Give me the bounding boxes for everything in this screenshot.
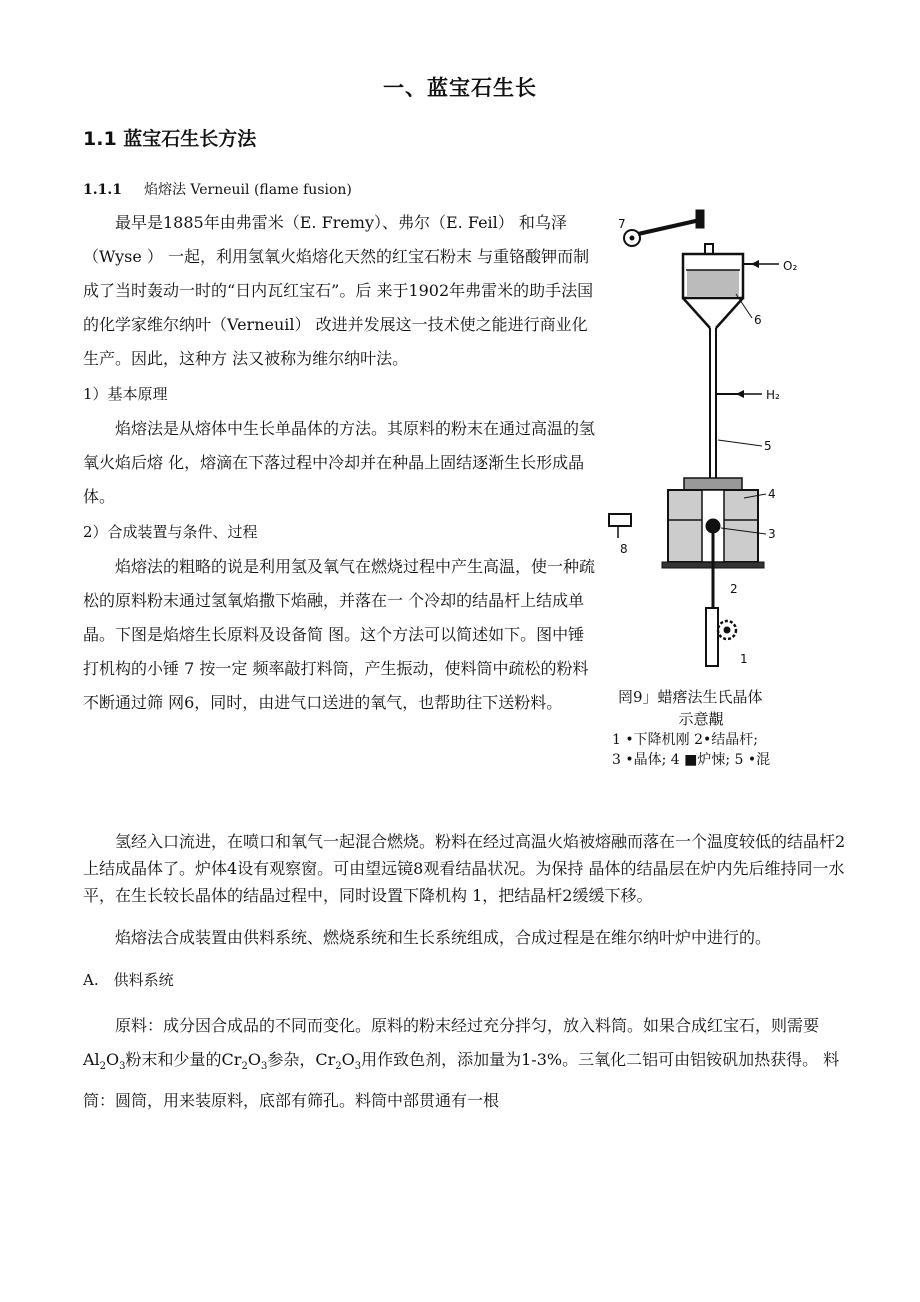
- fig-label-5: 5: [764, 439, 772, 453]
- raw-text-5: 参杂，Cr: [267, 1050, 336, 1069]
- drive-gear-hub: [724, 627, 730, 633]
- label-apparatus: 2）合成装置与条件、过程: [83, 523, 258, 541]
- cone-right: [716, 298, 743, 328]
- hopper-cap: [705, 244, 713, 254]
- raw-text-2: O: [106, 1050, 120, 1069]
- raw-sub-6: 3: [354, 1061, 362, 1073]
- intro-paragraph: 最早是1885年由弗雷米（E. Fremy）、弗尔（E. Feil） 和乌泽（Wyse ） 一起，利用氢氧火焰熔化天然的红宝石粉末 与重铬酸钾而制成了当时轰动一时的“日内瓦红宝石”。后 来于1902年弗雷米的助手法国的化学家维尔纳叶（Verneuil） 改进并发展这一技术使之能进行商业化生产。因此，这种方 法又被称为维尔纳叶法。: [83, 213, 594, 368]
- cone-left: [683, 298, 710, 328]
- raw-sub-5: 2: [335, 1061, 342, 1073]
- section-heading: 1.1 蓝宝石生长方法: [83, 128, 257, 150]
- caption-title-2: 示意覯: [678, 710, 724, 728]
- fig-label-2: 2: [730, 582, 738, 596]
- hammer-head: [696, 210, 704, 228]
- fig-label-h2: H₂: [766, 388, 780, 402]
- raw-text-3: 粉末和少量的Cr: [125, 1050, 242, 1069]
- hammer-wheel-hub: [630, 236, 634, 240]
- caption-legend-1: 1 •下降机刚 2•结晶杆;: [612, 732, 758, 748]
- process-paragraph: 焰熔法的粗略的说是利用氢及氧气在燃烧过程中产生高温，使一种疏松的原料粉末通过氢氧焰撒下焰融，并落在一 个冷却的结晶杆上结成单晶。下图是焰熔生长原料及设备简 图。这个方法可以简述如下。图中锤打机构的小锤 7 按一定 频率敲打料筒，产生振动，使料筒中疏松的粉料不断通过筛 网6，同时，由进气口送进的氧气，也帮助往下送粉料。: [83, 557, 596, 712]
- raw-material-paragraph: [83, 1009, 849, 1118]
- fig-label-8: 8: [620, 542, 628, 556]
- verneuil-furnace-diagram: [604, 208, 829, 678]
- raw-sub-4: 3: [260, 1061, 268, 1073]
- caption-legend-2: 3 •晶体; 4 ■炉悚; 5 •混: [612, 752, 771, 768]
- fig-leader-5: [718, 440, 762, 446]
- principle-paragraph: 焰熔法是从熔体中生长单晶体的方法。其原料的粉末在通过高温的氢氧火焰后熔 化，熔滴在下落过程中冷却并在种晶上固结逐渐生长形成晶体。: [83, 419, 596, 506]
- fig-label-6: 6: [754, 313, 762, 327]
- fig-label-4: 4: [768, 487, 776, 501]
- powder-fill: [687, 270, 739, 296]
- h2-arrowhead: [736, 390, 744, 398]
- process-continued-paragraph: 氢经入口流进，在喷口和氧气一起混合燃烧。粉料在经过高温火焰被熔融而落在一个温度较低的结晶杆2上结成晶体了。炉体4设有观察窗。可由望远镜8观看结晶状况。为保持 晶体的结晶层在炉内先后维持同一水平，在生长较长晶体的结晶过程中，同时设置下降机构 1，把结晶杆2缓缓下移。: [83, 832, 846, 905]
- caption-title: 罔9」蜡瘩法生氏晶体: [618, 688, 763, 706]
- raw-sub-3: 2: [241, 1061, 248, 1073]
- o2-arrowhead: [751, 260, 759, 268]
- subsection-title: 焰熔法 Verneuil (flame fusion): [143, 182, 352, 198]
- raw-text-6: O: [341, 1050, 355, 1069]
- raw-text-4: O: [247, 1050, 261, 1069]
- composition-paragraph: 焰熔法合成装置由供料系统、燃烧系统和生长系统组成，合成过程是在维尔纳叶炉中进行的。: [115, 928, 772, 947]
- raw-text-7: 用作致色剂，添加量为1-3%。三氧化二铝可由铝铵矾加热获得。 料筒：圆筒，用来装原料，底部有筛孔。料筒中部贯通有一根: [83, 1050, 840, 1111]
- fig-label-1: 1: [740, 652, 748, 666]
- label-feed-system: A. 供料系统: [83, 971, 174, 989]
- raw-text-1: 原料：成分因合成品的不同而变化。原料的粉末经过充分拌匀，放入料筒。如果合成红宝石，则需要Al: [83, 1016, 820, 1069]
- fig-label-7: 7: [618, 217, 626, 231]
- crystal-3: [706, 519, 720, 533]
- page-title: 一、蓝宝石生长: [383, 76, 537, 100]
- raw-sub-1: 2: [99, 1061, 107, 1073]
- subsection-heading: [83, 179, 352, 199]
- full-width-body: [83, 828, 849, 1118]
- figure-caption: [612, 686, 812, 770]
- fig-label-o2: O₂: [783, 259, 798, 273]
- furnace-top: [684, 478, 742, 490]
- hammer-arm: [638, 220, 700, 234]
- label-basic-principle: 1）基本原理: [83, 385, 168, 403]
- subsection-number: 1.1.1: [83, 182, 122, 198]
- rod-rack: [706, 608, 718, 666]
- fig-label-3: 3: [768, 527, 776, 541]
- left-column: [83, 206, 595, 720]
- telescope-8: [609, 514, 631, 526]
- raw-sub-2: 3: [119, 1061, 126, 1073]
